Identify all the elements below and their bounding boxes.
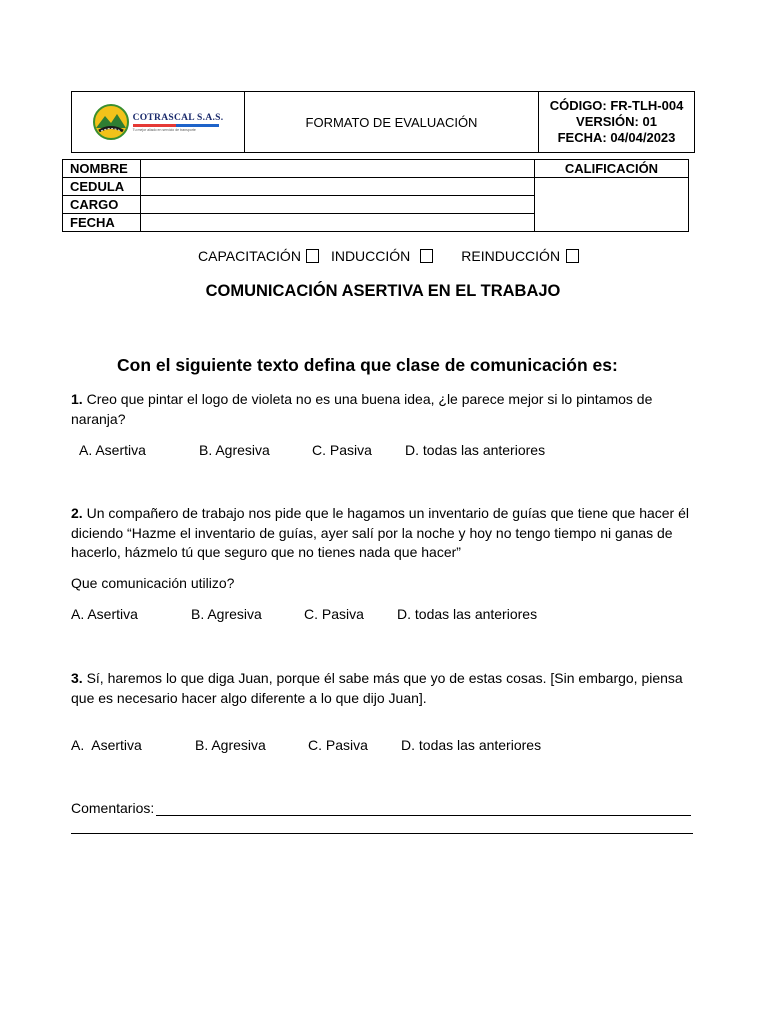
option-b[interactable]: B. Agresiva [191,606,262,622]
date-label: FECHA [63,214,141,232]
training-type-group [198,248,579,264]
mountain-logo-icon [93,104,129,140]
name-field[interactable] [141,160,535,178]
option-c[interactable]: C. Pasiva [304,606,364,622]
form-meta [539,92,694,152]
option-c[interactable]: C. Pasiva [308,737,368,753]
comments-section [71,800,691,816]
reinduccion-label: REINDUCCIÓN [461,248,561,264]
capacitacion-label: CAPACITACIÓN [198,248,301,264]
id-label: CEDULA [63,178,141,196]
option-a[interactable]: A. Asertiva [79,442,146,458]
question-text: Sí, haremos lo que diga Juan, porque él sabe más que yo de estas cosas. [Sin embargo, piensa que es necesario hacer algo diferente a lo que dijo Juan]. [71,670,683,706]
option-b[interactable]: B. Agresiva [195,737,266,753]
option-a[interactable]: A. Asertiva [71,606,138,622]
comments-label: Comentarios: [71,800,155,816]
question-2-followup: Que comunicación utilizo? [71,575,235,591]
option-b[interactable]: B. Agresiva [199,442,270,458]
company-name: COTRASCAL S.A.S. [132,112,224,123]
name-label: NOMBRE [63,160,141,178]
grade-field[interactable] [535,178,689,232]
option-c[interactable]: C. Pasiva [312,442,372,458]
question-text: Creo que pintar el logo de violeta no es una buena idea, ¿le parece mejor si lo pintamos de naranja? [71,391,653,427]
date-field[interactable] [141,214,535,232]
comments-field[interactable] [156,802,691,816]
document-title: COMUNICACIÓN ASERTIVA EN EL TRABAJO [205,282,561,300]
question-number: 3. [71,670,83,686]
form-title: FORMATO DE EVALUACIÓN [245,92,539,152]
question-3 [71,669,695,708]
capacitacion-checkbox[interactable] [306,249,319,263]
reinduccion-option [461,248,579,264]
logo-underline [133,124,219,127]
capacitacion-option [198,248,319,264]
id-field[interactable] [141,178,535,196]
induccion-option [331,248,433,264]
logo-cell [72,92,245,152]
reinduccion-checkbox[interactable] [566,249,579,263]
company-slogan: Tu mejor aliado en servicio de transporte [132,127,196,132]
form-header [71,91,695,153]
instruction-text: Con el siguiente texto defina que clase de comunicación es: [117,355,618,375]
form-version: VERSIÓN: 01 [576,114,657,129]
form-code: CÓDIGO: FR-TLH-004 [549,98,684,113]
form-date: FECHA: 04/04/2023 [557,130,676,145]
induccion-label: INDUCCIÓN [330,248,411,264]
option-d[interactable]: D. todas las anteriores [401,737,542,753]
grade-label: CALIFICACIÓN [535,160,689,178]
option-d[interactable]: D. todas las anteriores [397,606,538,622]
question-number: 2. [71,505,83,521]
comments-field-line-2[interactable] [71,833,693,834]
option-a[interactable]: A. Asertiva [71,737,142,753]
question-text: Un compañero de trabajo nos pide que le hagamos un inventario de guías que tiene que hacer él diciendo “Hazme el inventario de guías, ayer salí por la noche y hoy no tengo tiempo ni ganas de hacerlo, házmelo tú que seguro que no tienes nada que hacer” [71,505,689,560]
role-field[interactable] [141,196,535,214]
question-1 [71,390,695,429]
question-2 [71,504,695,563]
option-d[interactable]: D. todas las anteriores [405,442,546,458]
company-logo [93,104,224,140]
personal-info-table [62,159,689,232]
role-label: CARGO [63,196,141,214]
question-number: 1. [71,391,83,407]
induccion-checkbox[interactable] [420,249,433,263]
